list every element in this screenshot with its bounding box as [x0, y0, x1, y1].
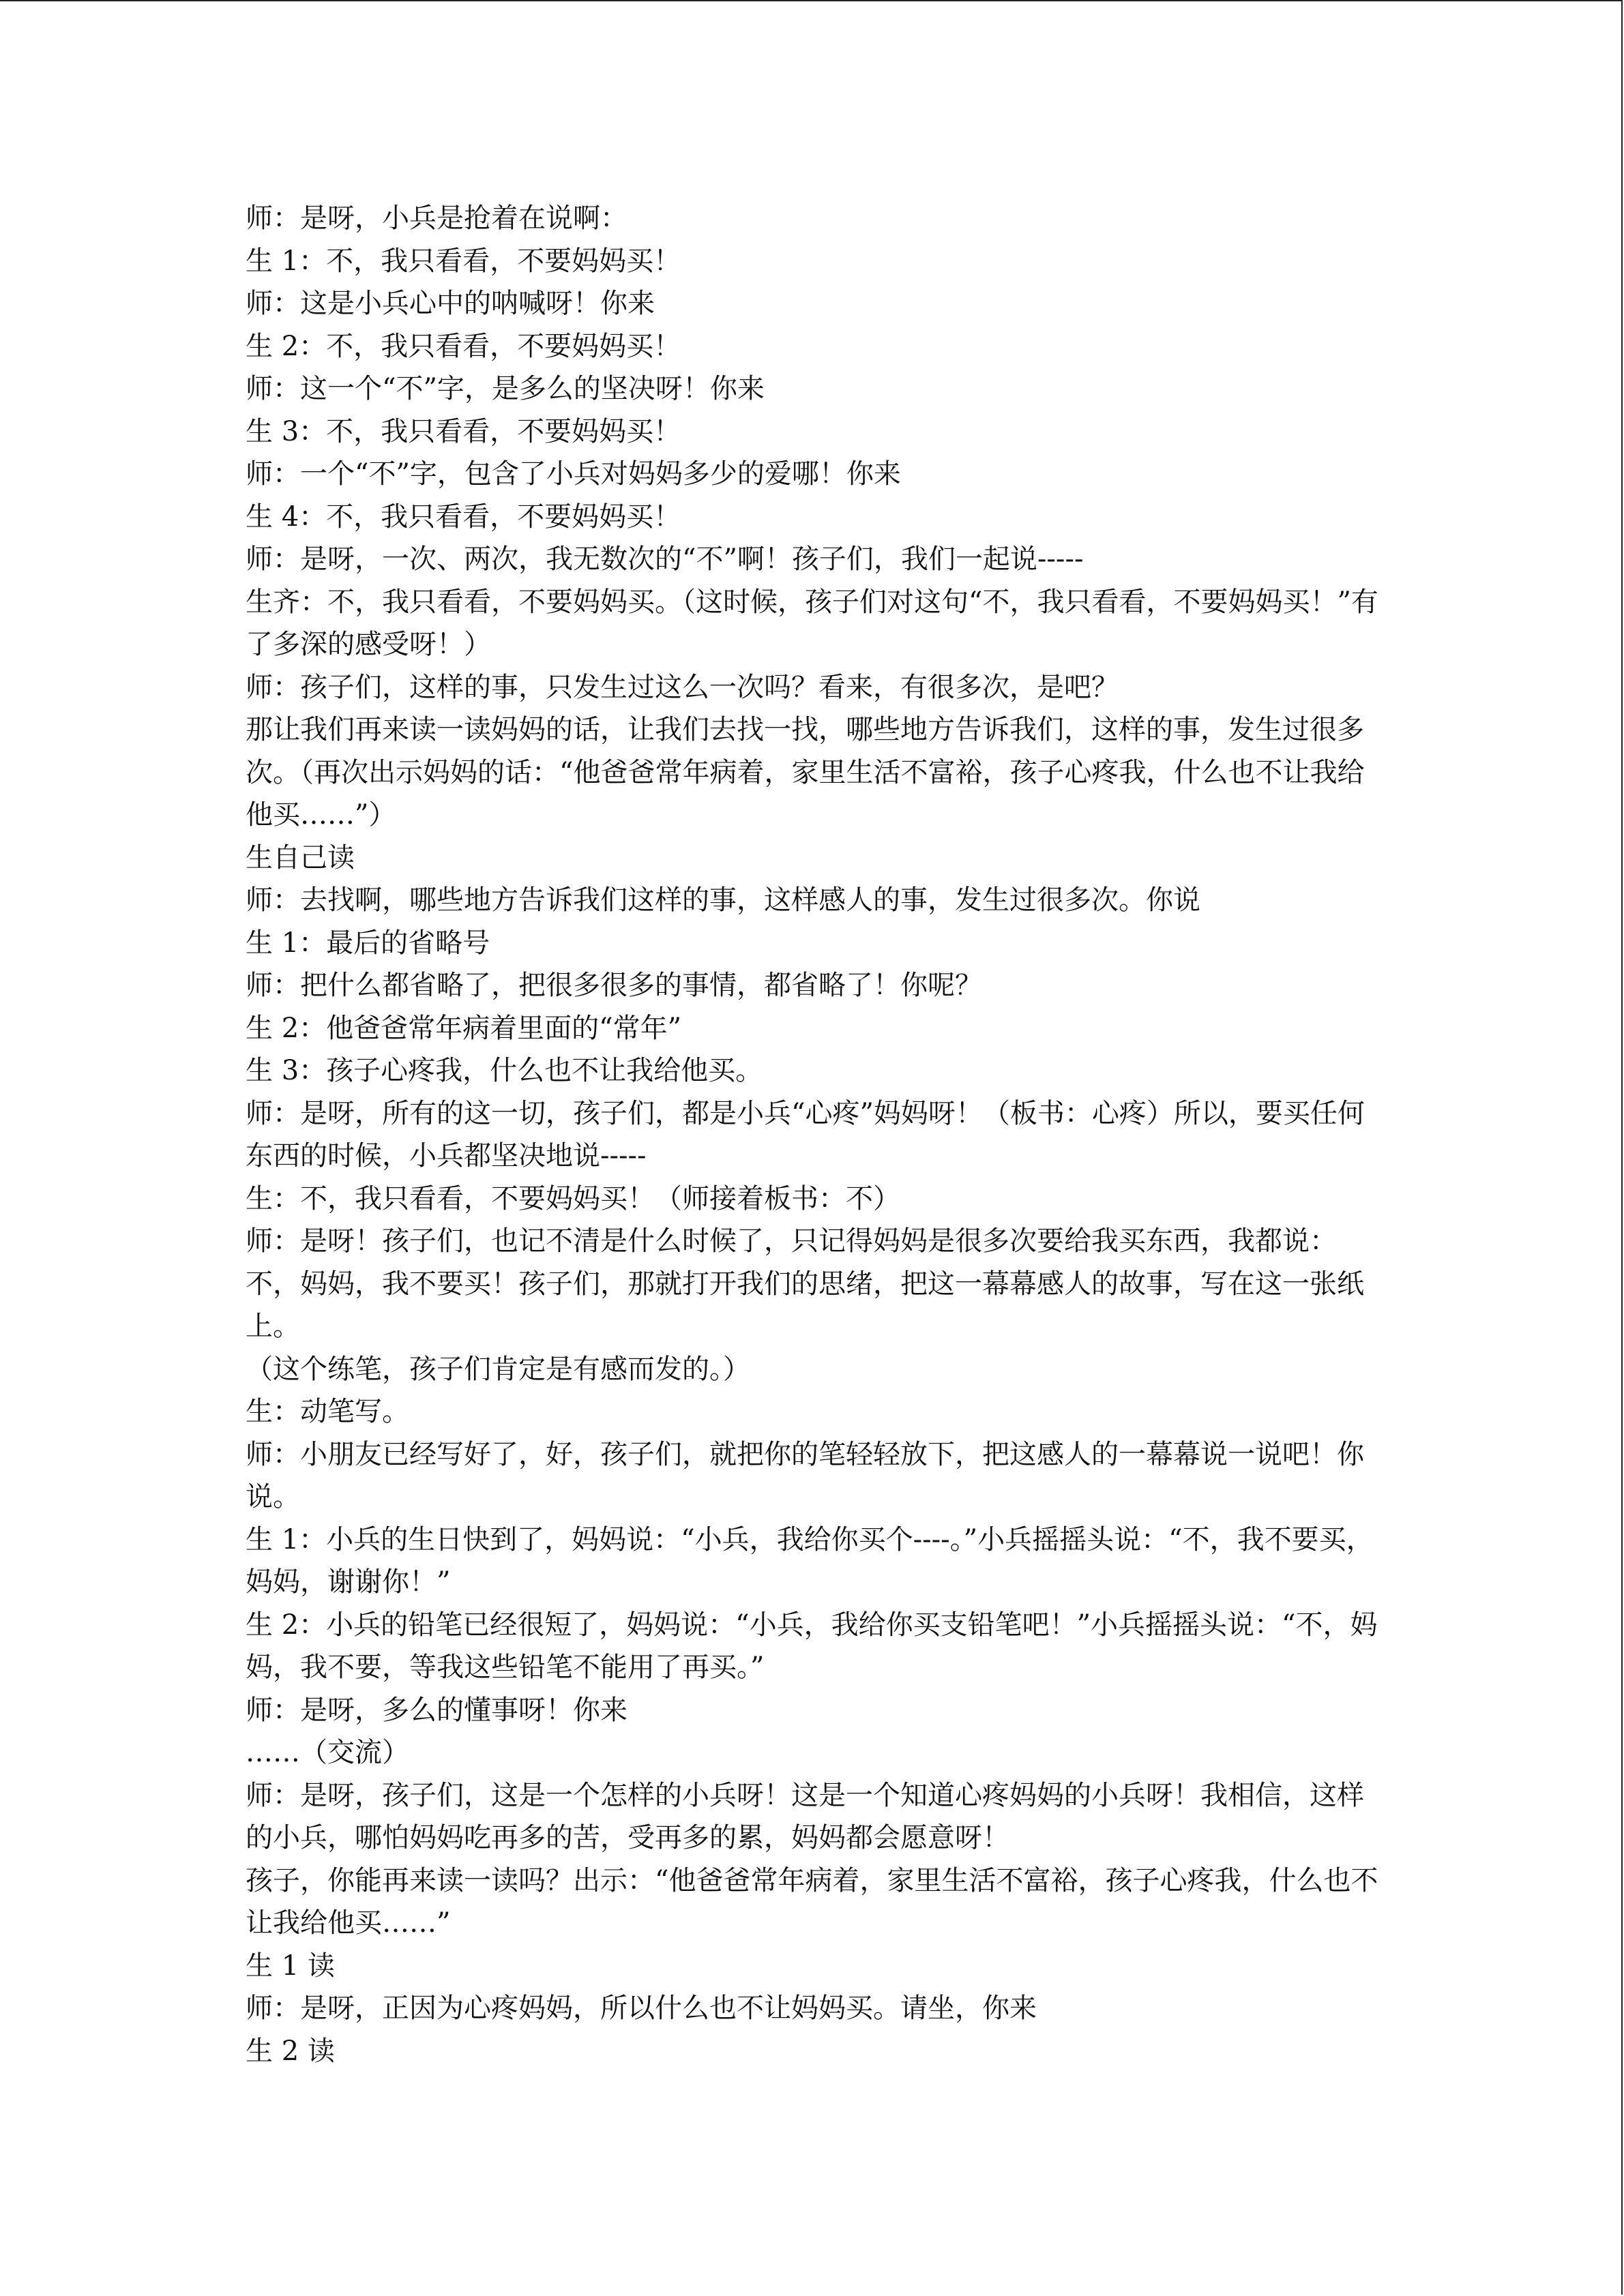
paragraph: 生 3：孩子心疼我，什么也不让我给他买。	[246, 1055, 763, 1086]
paragraph: 师：这是小兵心中的呐喊呀！你来	[246, 288, 655, 319]
paragraph: 生 1：小兵的生日快到了，妈妈说：“小兵，我给你买个----。”小兵摇摇头说：“不，我不要买，妈妈，谢谢你！”	[246, 1523, 1374, 1598]
paragraph: （这个练笔，孩子们肯定是有感而发的。）	[246, 1353, 750, 1385]
paragraph: 师：一个“不”字，包含了小兵对妈妈多少的爱哪！你来	[246, 458, 901, 490]
paragraph: 生 2：他爸爸常年病着里面的“常年”	[246, 1012, 682, 1044]
paragraph: 师：是呀，正因为心疼妈妈，所以什么也不让妈妈买。请坐，你来	[246, 1993, 1037, 2024]
paragraph: 师：小朋友已经写好了，好，孩子们，就把你的笔轻轻放下，把这感人的一幕幕说一说吧！你说。	[246, 1438, 1364, 1512]
paragraph: 生自己读	[246, 841, 355, 874]
paragraph: 师：是呀，多么的懂事呀！你来	[246, 1694, 628, 1726]
paragraph: 师：是呀，孩子们，这是一个怎样的小兵呀！这是一个知道心疼妈妈的小兵呀！我相信，这样的小兵，哪怕妈妈吃再多的苦，受再多的累，妈妈都会愿意呀！	[246, 1779, 1364, 1853]
paragraph: 生 3：不，我只看看，不要妈妈买！	[246, 415, 681, 447]
paragraph: 师：孩子们，这样的事，只发生过这么一次吗？看来，有很多次，是吧？	[246, 671, 1119, 703]
paragraph: 生 1：最后的省略号	[246, 927, 490, 959]
paragraph: 师：这一个“不”字，是多么的坚决呀！你来	[246, 373, 765, 404]
document-body	[246, 197, 1381, 2072]
paragraph: 师：是呀，一次、两次，我无数次的“不”啊！孩子们，我们一起说-----	[246, 543, 1084, 575]
paragraph: 生 2：不，我只看看，不要妈妈买！	[246, 330, 681, 362]
paragraph: 生：动笔写。	[246, 1396, 409, 1427]
paragraph: 生 1：不，我只看看，不要妈妈买！	[246, 245, 681, 277]
paragraph: 师：把什么都省略了，把很多很多的事情，都省略了！你呢？	[246, 970, 982, 1001]
paragraph: 生 1 读	[246, 1950, 335, 1982]
paragraph: 师：是呀，小兵是抢着在说啊：	[246, 203, 628, 234]
paragraph: 师：是呀！孩子们，也记不清是什么时候了，只记得妈妈是很多次要给我买东西，我都说：不，妈妈，我不要买！孩子们，那就打开我们的思绪，把这一幕幕感人的故事，写在这一张纸上。	[246, 1225, 1364, 1342]
paragraph: 孩子，你能再来读一读吗？出示：“他爸爸常年病着，家里生活不富裕，孩子心疼我，什么也不让我给他买……”	[246, 1864, 1378, 1939]
paragraph: 生 2：小兵的铅笔已经很短了，妈妈说：“小兵，我给你买支铅笔吧！”小兵摇摇头说：“不，妈妈，我不要，等我这些铅笔不能用了再买。”	[246, 1609, 1378, 1683]
paragraph: 生 4：不，我只看看，不要妈妈买！	[246, 501, 681, 533]
paragraph: 生 2 读	[246, 2035, 335, 2067]
paragraph: 生：不，我只看看，不要妈妈买！（师接着板书：不）	[246, 1182, 900, 1214]
paragraph: ……（交流）	[246, 1737, 409, 1768]
paragraph: 那让我们再来读一读妈妈的话，让我们去找一找，哪些地方告诉我们，这样的事，发生过很多次。（再次出示妈妈的话：“他爸爸常年病着，家里生活不富裕，孩子心疼我，什么也不让我给他买……”）	[246, 714, 1365, 831]
paragraph: 师：是呀，所有的这一切，孩子们，都是小兵“心疼”妈妈呀！（板书：心疼）所以，要买任何东西的时候，小兵都坚决地说-----	[246, 1097, 1365, 1172]
paragraph: 生齐：不，我只看看，不要妈妈买。（这时候，孩子们对这句“不，我只看看，不要妈妈买！”有了多深的感受呀！）	[246, 586, 1378, 660]
paragraph: 师：去找啊，哪些地方告诉我们这样的事，这样感人的事，发生过很多次。你说	[246, 884, 1200, 916]
